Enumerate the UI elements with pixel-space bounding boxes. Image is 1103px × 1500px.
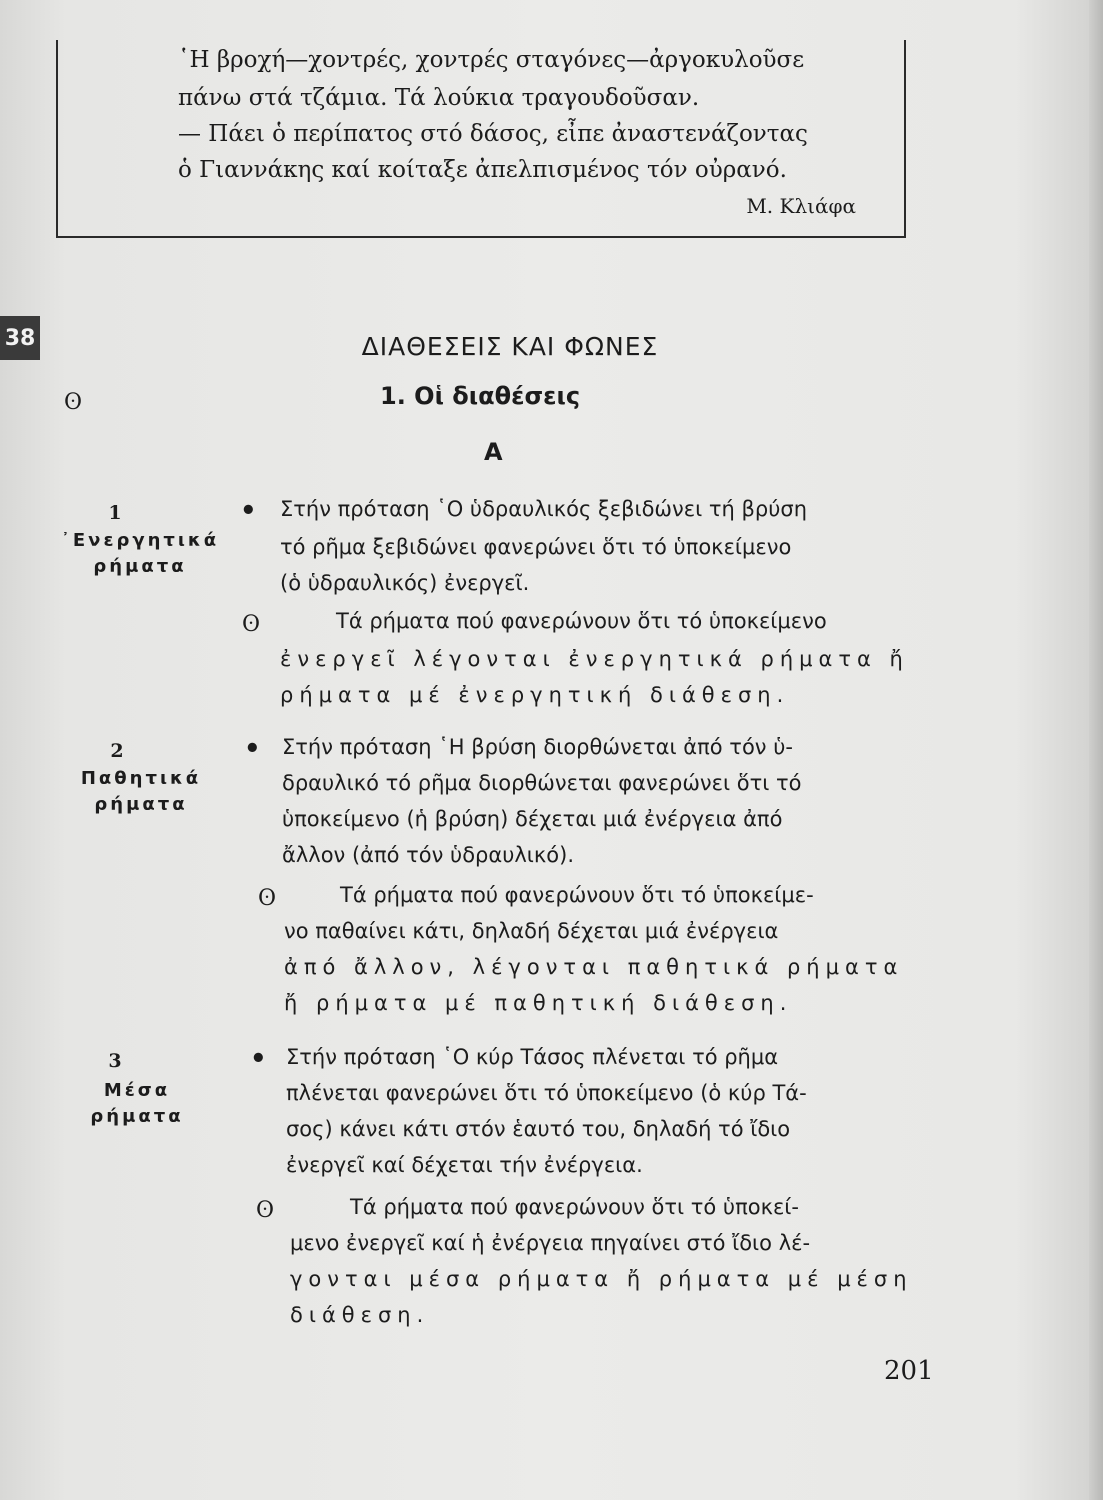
theta-icon: ʘ xyxy=(256,1198,275,1223)
rule-line: Τά ρήματα πού φανερώνουν ὅτι τό ὑποκείμε- xyxy=(340,883,814,907)
example-line: Στήν πρόταση ῾Ο κύρ Τάσος πλένεται τό ρῆμα xyxy=(286,1045,779,1069)
theta-icon: ʘ xyxy=(64,390,83,415)
page-tab: 38 xyxy=(0,316,40,360)
section-label-line: Παθητικά xyxy=(80,768,202,789)
section-label xyxy=(52,1078,222,1130)
section-letter: Α xyxy=(484,438,503,466)
rule-line: Τά ρήματα πού φανερώνουν ὅτι τό ὑποκείμενο xyxy=(336,609,827,633)
quote-author: Μ. Κλιάφα xyxy=(746,194,856,218)
section-number: 2 xyxy=(110,740,124,762)
rule-line: γονται μέσα ρήματα ἤ ρήματα μέ μέση xyxy=(290,1267,913,1291)
quote-line: — Πάει ὁ περίπατος στό δάσος, εἶπε ἀναστενάζοντας xyxy=(178,121,808,147)
theta-icon: ʘ xyxy=(242,612,261,637)
bullet-icon: • xyxy=(244,734,261,764)
rule-line: νο παθαίνει κάτι, δηλαδή δέχεται μιά ἐνέργεια xyxy=(284,919,779,943)
rule-line: μενο ἐνεργεῖ καί ἡ ἐνέργεια πηγαίνει στό ἴδιο λέ- xyxy=(290,1231,811,1255)
quote-line: ὁ Γιαννάκης καί κοίταξε ἀπελπισμένος τόν οὐρανό. xyxy=(178,157,787,183)
example-line: ὑποκείμενο (ἡ βρύση) δέχεται μιά ἐνέργεια ἀπό xyxy=(282,807,783,831)
theta-icon: ʘ xyxy=(258,886,277,911)
section-label xyxy=(56,766,226,818)
section-number: 1 xyxy=(108,502,122,524)
rule-line: Τά ρήματα πού φανερώνουν ὅτι τό ὑποκεί- xyxy=(350,1195,799,1219)
example-line: πλένεται φανερώνει ὅτι τό ὑποκείμενο (ὁ κύρ Τά- xyxy=(286,1081,807,1105)
rule-line: ἤ ρήματα μέ παθητική διάθεση. xyxy=(284,991,793,1015)
quote-box xyxy=(56,40,906,238)
section-number: 3 xyxy=(108,1050,122,1072)
section-subtitle: 1. Οἱ διαθέσεις xyxy=(380,382,581,410)
example-line: σος) κάνει κάτι στόν ἑαυτό του, δηλαδή τό ἴδιο xyxy=(286,1117,791,1141)
example-line: (ὁ ὑδραυλικός) ἐνεργεῖ. xyxy=(280,571,530,595)
example-line: Στήν πρόταση ῾Η βρύση διορθώνεται ἀπό τόν ὑ- xyxy=(282,735,793,759)
rule-line: ἐνεργεῖ λέγονται ἐνεργητικά ρήματα ἤ xyxy=(280,647,909,671)
section-label xyxy=(50,528,230,580)
rule-line: διάθεση. xyxy=(290,1303,430,1327)
page-number: 201 xyxy=(884,1356,934,1386)
section-label-line: ρήματα xyxy=(94,794,188,815)
example-line: δραυλικό τό ρῆμα διορθώνεται φανερώνει ὅτι τό xyxy=(282,771,802,795)
page-edge xyxy=(1089,0,1103,1500)
example-line: Στήν πρόταση ῾Ο ὑδραυλικός ξεβιδώνει τή βρύση xyxy=(280,497,808,521)
quote-line: πάνω στά τζάμια. Τά λούκια τραγουδοῦσαν. xyxy=(178,85,700,111)
chapter-title: ΔΙΑΘΕΣΕΙΣ ΚΑΙ ΦΩΝΕΣ xyxy=(361,332,659,361)
section-label-line: Μέσα xyxy=(103,1080,171,1101)
bullet-icon: • xyxy=(240,496,257,526)
section-label-line: ρήματα xyxy=(93,556,187,577)
rule-line: ρήματα μέ ἐνεργητική διάθεση. xyxy=(280,683,790,707)
example-line: ἐνεργεῖ καί δέχεται τήν ἐνέργεια. xyxy=(286,1153,643,1177)
rule-line: ἀπό ἄλλον, λέγονται παθητικά ρήματα xyxy=(284,955,904,979)
section-label-line: ᾿Ενεργητικά xyxy=(60,530,220,551)
bullet-icon: • xyxy=(250,1044,267,1074)
quote-line: ῾Η βροχή—χοντρές, χοντρές σταγόνες—ἀργοκυλοῦσε xyxy=(178,47,805,73)
example-line: τό ρῆμα ξεβιδώνει φανερώνει ὅτι τό ὑποκείμενο xyxy=(280,535,792,559)
example-line: ἄλλον (ἀπό τόν ὑδραυλικό). xyxy=(282,843,575,867)
section-label-line: ρήματα xyxy=(90,1106,184,1127)
